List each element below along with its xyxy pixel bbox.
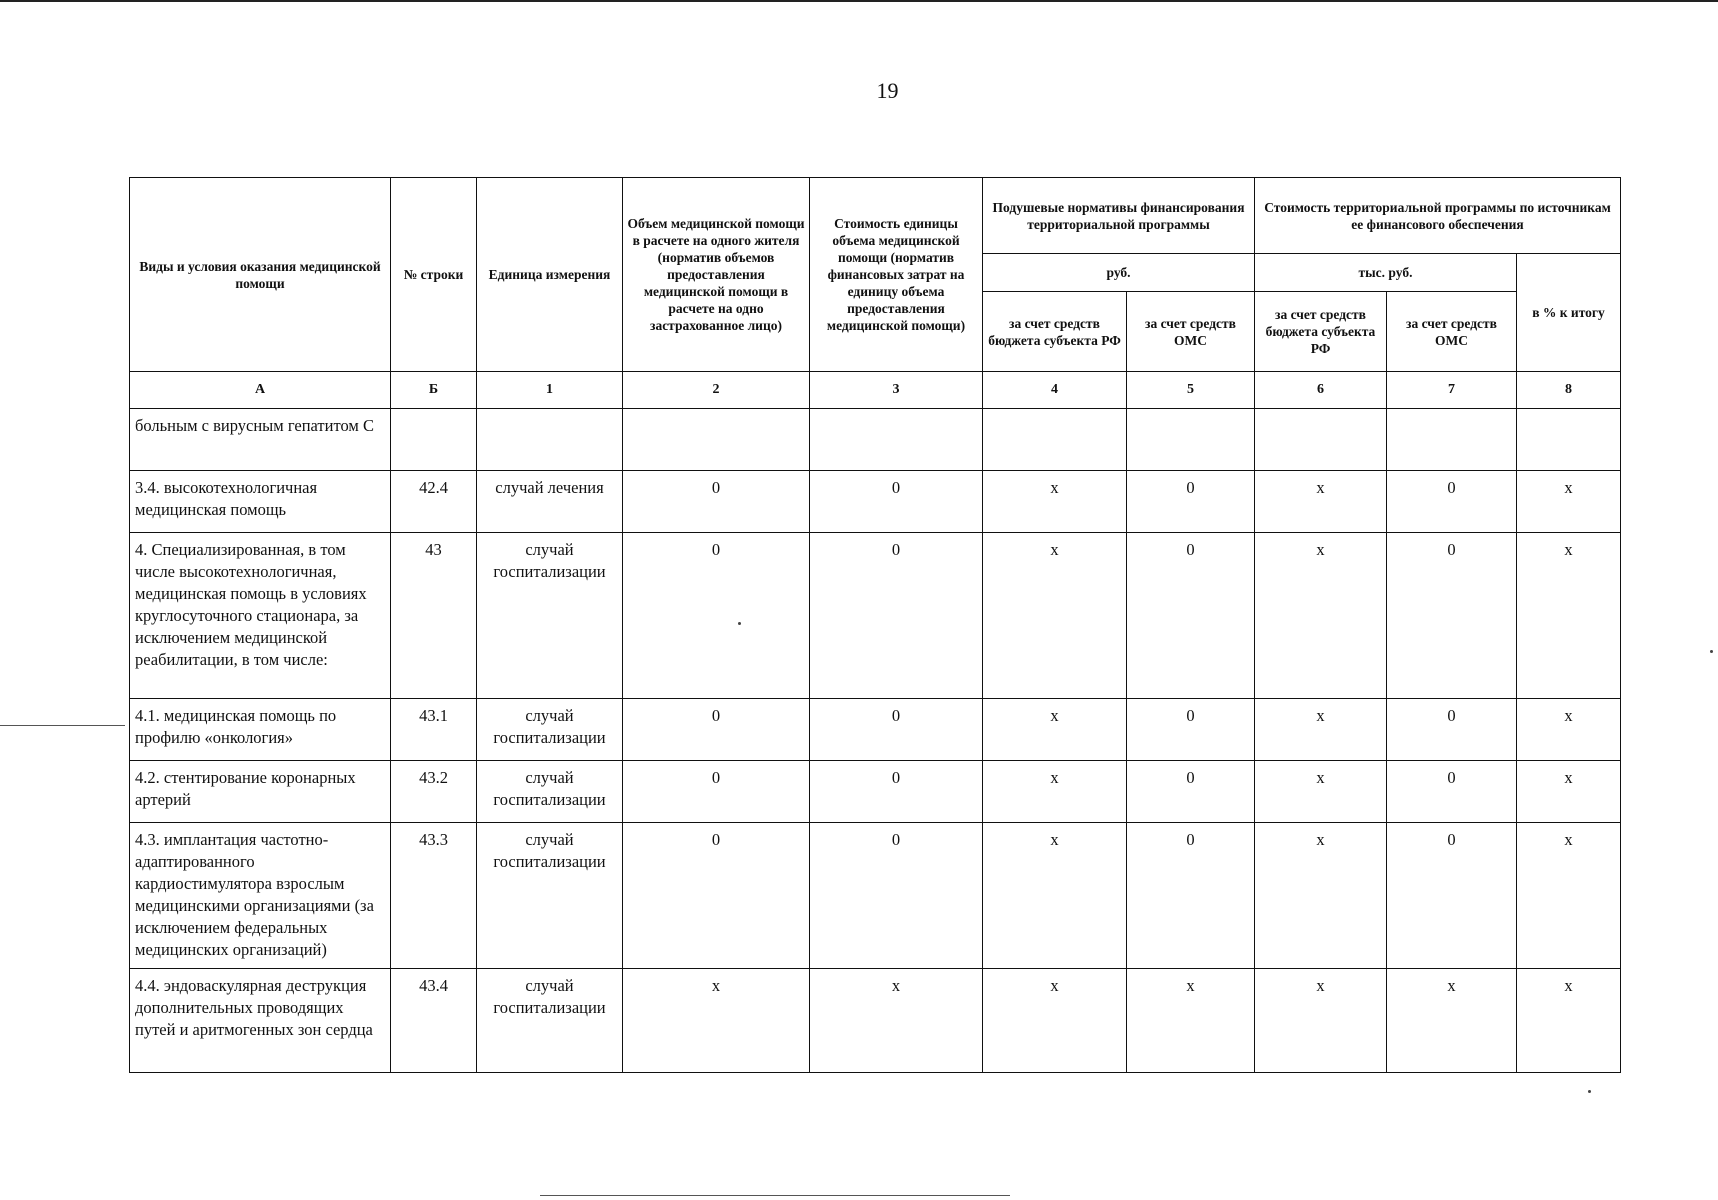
column-number: 1: [477, 372, 623, 409]
column-number: 6: [1255, 372, 1387, 409]
row-line: [391, 409, 477, 471]
header-col-2: Объем медицинской помощи в расчете на одного жителя (норматив объемов предоставления медицинской помощи в расчете на одно застрахованное лицо): [623, 178, 810, 372]
row-value: x: [1255, 533, 1387, 699]
column-number: А: [130, 372, 391, 409]
row-value: 0: [623, 823, 810, 969]
header-col-b: № строки: [391, 178, 477, 372]
row-value: [1255, 409, 1387, 471]
header-col-3: Стоимость единицы объема медицинской помощи (норматив финансовых затрат на единицу объема предоставления медицинской помощи): [810, 178, 983, 372]
row-value: x: [810, 969, 983, 1073]
row-value: 0: [1127, 761, 1255, 823]
row-line: 43: [391, 533, 477, 699]
row-name: 4.4. эндоваскулярная деструкция дополнительных проводящих путей и аритмогенных зон сердца: [130, 969, 391, 1073]
row-value: 0: [1387, 823, 1517, 969]
row-line: 43.3: [391, 823, 477, 969]
row-value: 0: [1127, 823, 1255, 969]
row-value: 0: [810, 699, 983, 761]
row-unit: случай госпитализации: [477, 699, 623, 761]
row-value: [1387, 409, 1517, 471]
header-col-1: Единица измерения: [477, 178, 623, 372]
row-value: x: [983, 533, 1127, 699]
row-value: x: [1255, 761, 1387, 823]
row-value: [1517, 409, 1621, 471]
row-value: x: [1517, 969, 1621, 1073]
scan-artifact-dot: [1588, 1090, 1591, 1093]
row-value: x: [1127, 969, 1255, 1073]
row-line: 43.2: [391, 761, 477, 823]
scan-artifact-dot: [738, 622, 741, 625]
row-value: x: [1517, 699, 1621, 761]
row-value: x: [1517, 761, 1621, 823]
row-value: x: [983, 823, 1127, 969]
table-row: [130, 969, 1621, 1073]
scan-artifact-line: [0, 725, 125, 726]
header-unit-thousand-rub: тыс. руб.: [1255, 254, 1517, 292]
table-row: [130, 699, 1621, 761]
row-unit: случай госпитализации: [477, 533, 623, 699]
row-name: 3.4. высокотехнологичная медицинская помощь: [130, 471, 391, 533]
row-value: x: [1517, 823, 1621, 969]
column-number: 8: [1517, 372, 1621, 409]
row-line: 42.4: [391, 471, 477, 533]
row-value: 0: [623, 533, 810, 699]
row-value: x: [1255, 471, 1387, 533]
row-value: 0: [1127, 533, 1255, 699]
row-value: 0: [1387, 533, 1517, 699]
row-unit: случай госпитализации: [477, 823, 623, 969]
row-value: x: [623, 969, 810, 1073]
row-value: 0: [1387, 761, 1517, 823]
row-value: 0: [623, 471, 810, 533]
row-name: больным с вирусным гепатитом С: [130, 409, 391, 471]
row-name: 4.2. стентирование коронарных артерий: [130, 761, 391, 823]
header-col-5: за счет средств ОМС: [1127, 292, 1255, 372]
header-col-8: в % к итогу: [1517, 254, 1621, 372]
row-value: x: [1387, 969, 1517, 1073]
table-row: [130, 533, 1621, 699]
row-value: 0: [810, 823, 983, 969]
financing-table: [129, 177, 1621, 1073]
column-number: 4: [983, 372, 1127, 409]
row-value: x: [1255, 699, 1387, 761]
row-value: [1127, 409, 1255, 471]
header-unit-rub: руб.: [983, 254, 1255, 292]
row-unit: случай госпитализации: [477, 761, 623, 823]
column-number: 7: [1387, 372, 1517, 409]
scan-artifact-line: [540, 1195, 1010, 1196]
row-value: x: [983, 471, 1127, 533]
column-number: 2: [623, 372, 810, 409]
row-value: x: [983, 969, 1127, 1073]
row-line: 43.1: [391, 699, 477, 761]
row-value: x: [1517, 533, 1621, 699]
header-col-7: за счет средств ОМС: [1387, 292, 1517, 372]
row-value: x: [983, 699, 1127, 761]
row-value: [983, 409, 1127, 471]
table-row: [130, 471, 1621, 533]
row-name: 4.3. имплантация частотно-адаптированного кардиостимулятора взрослым медицинскими организациями (за исключением федеральных медицинских организаций): [130, 823, 391, 969]
table-row: [130, 823, 1621, 969]
row-unit: случай госпитализации: [477, 969, 623, 1073]
row-value: 0: [623, 699, 810, 761]
column-number-row: [130, 372, 1621, 409]
row-value: x: [983, 761, 1127, 823]
row-unit: случай лечения: [477, 471, 623, 533]
table-row: [130, 761, 1621, 823]
row-value: x: [1255, 969, 1387, 1073]
header-col-6: за счет средств бюджета субъекта РФ: [1255, 292, 1387, 372]
row-unit: [477, 409, 623, 471]
row-value: 0: [1127, 471, 1255, 533]
row-value: 0: [810, 533, 983, 699]
row-value: 0: [623, 761, 810, 823]
header-col-4: за счет средств бюджета субъекта РФ: [983, 292, 1127, 372]
row-value: x: [1255, 823, 1387, 969]
row-name: 4.1. медицинская помощь по профилю «онкология»: [130, 699, 391, 761]
row-value: 0: [810, 761, 983, 823]
table-header: [130, 178, 1621, 409]
table-row: [130, 409, 1621, 471]
row-value: 0: [1127, 699, 1255, 761]
table-body: [130, 409, 1621, 1073]
row-name: 4. Специализированная, в том числе высокотехнологичная, медицинская помощь в условиях круглосуточного стационара, за исключением медицинской реабилитации, в том числе:: [130, 533, 391, 699]
row-value: 0: [1387, 471, 1517, 533]
row-value: 0: [1387, 699, 1517, 761]
row-value: x: [1517, 471, 1621, 533]
column-number: Б: [391, 372, 477, 409]
row-line: 43.4: [391, 969, 477, 1073]
header-group-cost: Стоимость территориальной программы по источникам ее финансового обеспечения: [1255, 178, 1621, 254]
scan-edge: [0, 0, 1718, 2]
header-group-per-capita: Подушевые нормативы финансирования территориальной программы: [983, 178, 1255, 254]
row-value: 0: [810, 471, 983, 533]
column-number: 3: [810, 372, 983, 409]
scan-artifact-dot: [1710, 650, 1713, 653]
row-value: [623, 409, 810, 471]
page-number: 19: [876, 78, 899, 103]
row-value: [810, 409, 983, 471]
column-number: 5: [1127, 372, 1255, 409]
header-col-a: Виды и условия оказания медицинской помощи: [130, 178, 391, 372]
